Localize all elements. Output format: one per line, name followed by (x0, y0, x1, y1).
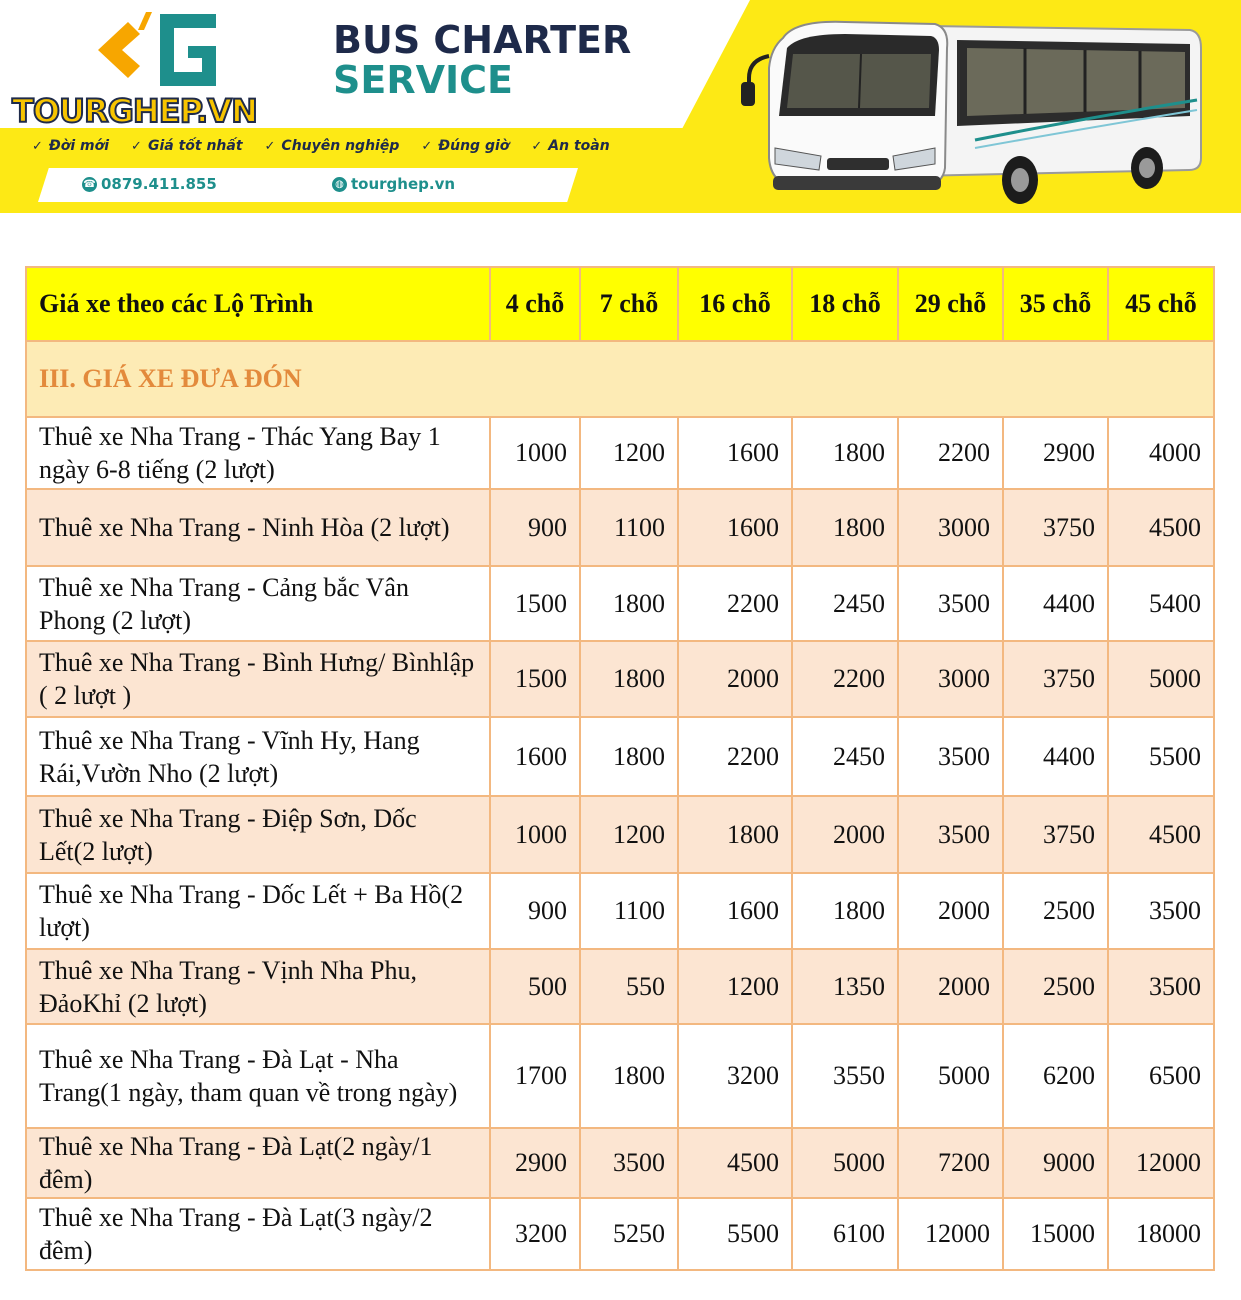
column-header: 16 chỗ (678, 267, 792, 341)
price-cell: 2000 (898, 873, 1003, 949)
feature-item: ✓ Giá tốt nhất (131, 138, 243, 154)
price-cell: 1500 (490, 641, 580, 717)
logo-icon (88, 4, 228, 96)
bus-image (735, 8, 1205, 208)
price-cell: 3550 (792, 1024, 898, 1128)
price-cell: 5400 (1108, 566, 1214, 641)
route-cell: Thuê xe Nha Trang - Vịnh Nha Phu, ĐảoKhỉ (2 lượt) (26, 949, 490, 1024)
price-cell: 3000 (898, 641, 1003, 717)
route-cell: Thuê xe Nha Trang - Thác Yang Bay 1 ngày 6-8 tiếng (2 lượt) (26, 417, 490, 489)
column-header: 7 chỗ (580, 267, 678, 341)
table-row (26, 717, 1214, 796)
price-cell: 6200 (1003, 1024, 1108, 1128)
phone-icon: ☎ (83, 178, 96, 190)
price-cell: 15000 (1003, 1198, 1108, 1270)
price-cell: 3200 (490, 1198, 580, 1270)
price-cell: 1600 (490, 717, 580, 796)
price-cell: 3750 (1003, 489, 1108, 566)
brand-title: BUS CHARTER (333, 18, 632, 62)
price-cell: 1800 (792, 489, 898, 566)
column-header: 4 chỗ (490, 267, 580, 341)
price-cell: 1800 (792, 873, 898, 949)
feature-item: ✓ Đúng giờ (421, 138, 510, 154)
price-cell: 12000 (1108, 1128, 1214, 1198)
price-cell: 900 (490, 489, 580, 566)
price-cell: 4500 (678, 1128, 792, 1198)
price-cell: 3500 (898, 566, 1003, 641)
price-cell: 4400 (1003, 717, 1108, 796)
price-cell: 5500 (678, 1198, 792, 1270)
price-cell: 2200 (678, 566, 792, 641)
check-icon: ✓ (531, 138, 543, 154)
table-row (26, 417, 1214, 489)
price-cell: 1800 (580, 566, 678, 641)
price-cell: 1700 (490, 1024, 580, 1128)
route-cell: Thuê xe Nha Trang - Cảng bắc Vân Phong (2 lượt) (26, 566, 490, 641)
price-cell: 3200 (678, 1024, 792, 1128)
price-cell: 2200 (678, 717, 792, 796)
price-cell: 3750 (1003, 796, 1108, 873)
price-cell: 5000 (898, 1024, 1003, 1128)
price-cell: 1600 (678, 873, 792, 949)
price-cell: 1800 (580, 1024, 678, 1128)
banner (0, 0, 1241, 213)
price-cell: 4500 (1108, 796, 1214, 873)
website-link[interactable]: ◍ tourghep.vn (332, 175, 455, 193)
price-cell: 500 (490, 949, 580, 1024)
price-cell: 9000 (1003, 1128, 1108, 1198)
price-cell: 2000 (898, 949, 1003, 1024)
price-cell: 2450 (792, 566, 898, 641)
price-cell: 2000 (678, 641, 792, 717)
price-cell: 2450 (792, 717, 898, 796)
check-icon: ✓ (32, 138, 43, 154)
price-cell: 5000 (1108, 641, 1214, 717)
price-cell: 1200 (580, 796, 678, 873)
column-header: 45 chỗ (1108, 267, 1214, 341)
column-header: 29 chỗ (898, 267, 1003, 341)
price-cell: 5250 (580, 1198, 678, 1270)
route-cell: Thuê xe Nha Trang - Bình Hưng/ Bìnhlập ( 2 lượt ) (26, 641, 490, 717)
price-cell: 6500 (1108, 1024, 1214, 1128)
table-row (26, 489, 1214, 566)
price-cell: 1000 (490, 417, 580, 489)
price-cell: 4000 (1108, 417, 1214, 489)
check-icon: ✓ (131, 138, 142, 154)
table-row (26, 1024, 1214, 1128)
price-cell: 12000 (898, 1198, 1003, 1270)
price-cell: 3500 (580, 1128, 678, 1198)
price-cell: 3500 (898, 796, 1003, 873)
table-row (26, 949, 1214, 1024)
price-cell: 2900 (490, 1128, 580, 1198)
price-cell: 1500 (490, 566, 580, 641)
price-cell: 1100 (580, 489, 678, 566)
price-cell: 3500 (898, 717, 1003, 796)
price-cell: 3750 (1003, 641, 1108, 717)
price-cell: 1100 (580, 873, 678, 949)
price-cell: 18000 (1108, 1198, 1214, 1270)
price-cell: 1800 (792, 417, 898, 489)
price-cell: 2900 (1003, 417, 1108, 489)
price-cell: 1800 (580, 641, 678, 717)
section-title: III. GIÁ XE ĐƯA ĐÓN (26, 341, 1214, 417)
price-cell: 2200 (792, 641, 898, 717)
price-cell: 6100 (792, 1198, 898, 1270)
feature-item: ✓ An toàn (531, 138, 610, 154)
route-cell: Thuê xe Nha Trang - Đà Lạt(2 ngày/1 đêm) (26, 1128, 490, 1198)
table-header-row (26, 267, 1214, 341)
table-row (26, 796, 1214, 873)
price-cell: 3000 (898, 489, 1003, 566)
table-row (26, 1198, 1214, 1270)
price-cell: 3500 (1108, 873, 1214, 949)
table-row (26, 566, 1214, 641)
feature-item: ✓ Chuyên nghiệp (264, 138, 400, 154)
price-cell: 2200 (898, 417, 1003, 489)
column-header: 18 chỗ (792, 267, 898, 341)
price-cell: 1350 (792, 949, 898, 1024)
price-cell: 1800 (580, 717, 678, 796)
route-cell: Thuê xe Nha Trang - Vĩnh Hy, Hang Rái,Vườn Nho (2 lượt) (26, 717, 490, 796)
price-cell: 550 (580, 949, 678, 1024)
price-cell: 900 (490, 873, 580, 949)
price-table (25, 266, 1215, 1271)
price-cell: 5500 (1108, 717, 1214, 796)
price-cell: 2500 (1003, 873, 1108, 949)
price-cell: 4400 (1003, 566, 1108, 641)
price-cell: 3500 (1108, 949, 1214, 1024)
price-cell: 7200 (898, 1128, 1003, 1198)
check-icon: ✓ (421, 138, 433, 154)
table-row (26, 1128, 1214, 1198)
table-row (26, 641, 1214, 717)
price-cell: 2500 (1003, 949, 1108, 1024)
price-cell: 1600 (678, 489, 792, 566)
globe-icon: ◍ (332, 177, 347, 192)
route-cell: Thuê xe Nha Trang - Dốc Lết + Ba Hồ(2 lượt) (26, 873, 490, 949)
price-cell: 1200 (678, 949, 792, 1024)
check-icon: ✓ (264, 138, 276, 154)
phone-contact[interactable]: ☎ 0879.411.855 (83, 175, 217, 193)
price-cell: 1600 (678, 417, 792, 489)
price-cell: 1800 (678, 796, 792, 873)
price-cell: 1200 (580, 417, 678, 489)
price-cell: 1000 (490, 796, 580, 873)
route-cell: Thuê xe Nha Trang - Ninh Hòa (2 lượt) (26, 489, 490, 566)
price-cell: 2000 (792, 796, 898, 873)
feature-list (32, 138, 610, 154)
table-row (26, 873, 1214, 949)
route-cell: Thuê xe Nha Trang - Đà Lạt - Nha Trang(1 ngày, tham quan về trong ngày) (26, 1024, 490, 1128)
price-cell: 4500 (1108, 489, 1214, 566)
section-row (26, 341, 1214, 417)
column-header: 35 chỗ (1003, 267, 1108, 341)
logo-wordmark: TOURGHEP.VN (12, 92, 257, 130)
brand-subtitle: SERVICE (333, 58, 513, 102)
price-cell: 5000 (792, 1128, 898, 1198)
column-header-route: Giá xe theo các Lộ Trình (26, 267, 490, 341)
route-cell: Thuê xe Nha Trang - Điệp Sơn, Dốc Lết(2 lượt) (26, 796, 490, 873)
route-cell: Thuê xe Nha Trang - Đà Lạt(3 ngày/2 đêm) (26, 1198, 490, 1270)
feature-item: ✓ Đời mới (32, 138, 110, 154)
